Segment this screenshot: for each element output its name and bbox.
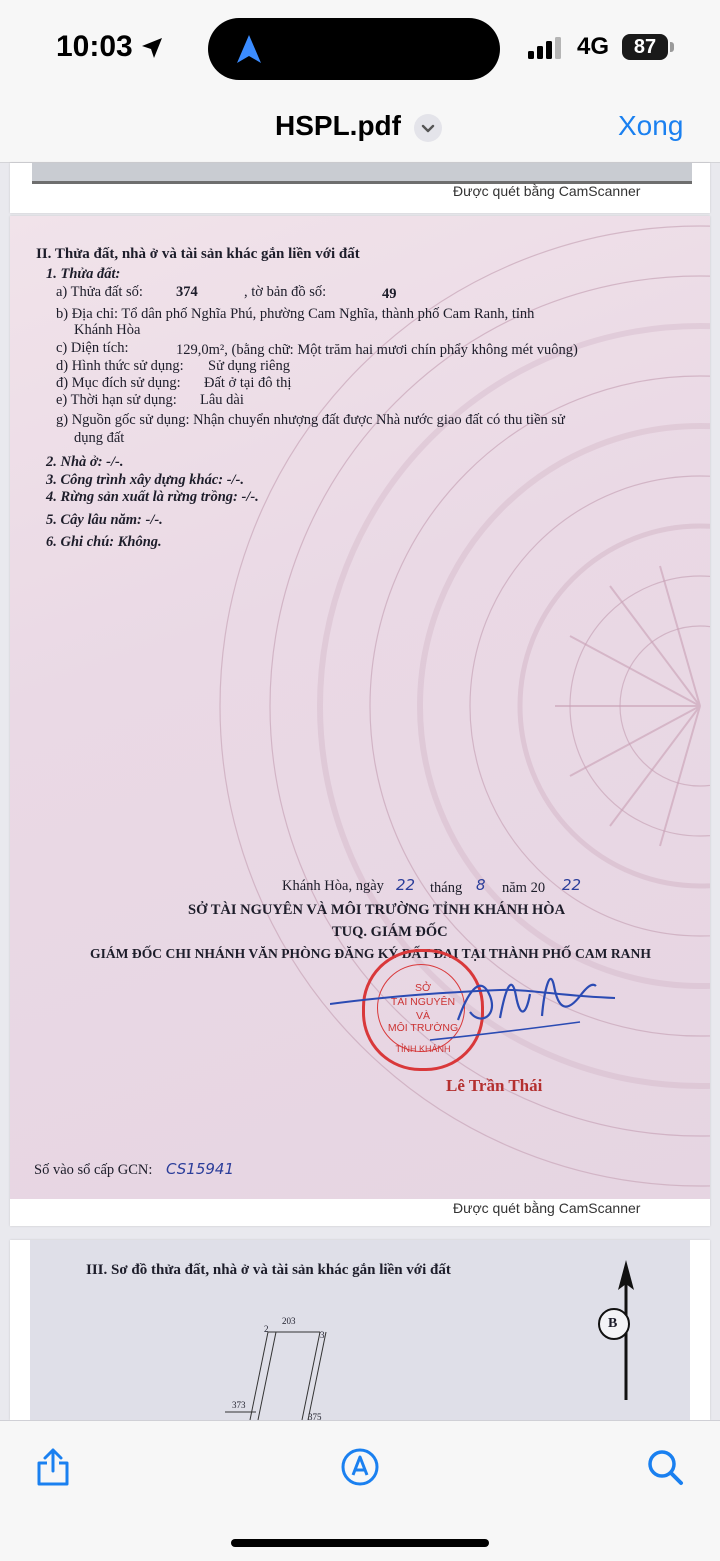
parcel-number-value: 374 — [176, 284, 198, 300]
map-label-2: 2 — [264, 1324, 269, 1334]
issuing-agency: SỞ TÀI NGUYÊN VÀ MÔI TRƯỜNG TỈNH KHÁNH HÒA — [188, 902, 566, 918]
bottom-toolbar — [0, 1420, 720, 1561]
map-section-title: III. Sơ đồ thửa đất, nhà ở và tài sản khác gắn liền với đất — [86, 1262, 451, 1278]
date-month-label: tháng — [430, 880, 463, 896]
scanned-certificate — [10, 216, 710, 1199]
markup-button[interactable] — [340, 1447, 380, 1492]
signature-scribble — [330, 956, 620, 1046]
chevron-down-icon — [414, 114, 442, 142]
usage-term-value: Lâu dài — [200, 392, 244, 408]
date-prefix: Khánh Hòa, ngày — [282, 878, 384, 894]
map-label-203: 203 — [282, 1316, 296, 1326]
network-type: 4G — [577, 33, 610, 60]
address-line-1: b) Địa chỉ: Tổ dân phố Nghĩa Phú, phường Cam Nghĩa, thành phố Cam Ranh, tỉnh — [56, 306, 535, 322]
pdf-page-2 — [10, 216, 710, 1226]
navigation-icon — [232, 32, 266, 66]
navigation-bar — [0, 100, 720, 163]
item-4-forest: 4. Rừng sản xuất là rừng trồng: -/-. — [46, 489, 259, 505]
item-2-house: 2. Nhà ở: -/-. — [46, 454, 124, 470]
usage-form-label: d) Hình thức sử dụng: — [56, 358, 184, 374]
status-time: 10:03 — [56, 30, 133, 63]
share-icon — [34, 1447, 72, 1487]
stamp-text-5: TỈNH KHÁNH — [395, 1044, 451, 1054]
document-title[interactable]: HSPL.pdf — [275, 110, 401, 141]
area-label: c) Diện tích: — [56, 340, 129, 356]
item-6-notes: 6. Ghi chú: Không. — [46, 534, 162, 550]
done-button[interactable]: Xong — [618, 110, 684, 141]
pdf-page-3 — [10, 1240, 710, 1420]
camscanner-watermark: Được quét bằng CamScanner — [453, 183, 641, 199]
north-arrow-label: B — [608, 1316, 618, 1331]
section-title: II. Thửa đất, nhà ở và tài sản khác gắn liền với đất — [36, 246, 360, 262]
scanned-map-page — [30, 1240, 690, 1420]
address-line-2: Khánh Hòa — [74, 322, 141, 338]
map-label-3: 3 — [320, 1330, 325, 1340]
authorization-line: TUQ. GIÁM ĐỐC — [332, 924, 448, 940]
date-day-handwritten: 22 — [396, 876, 416, 894]
usage-term-label: e) Thời hạn sử dụng: — [56, 392, 177, 408]
signer-name: Lê Trần Thái — [446, 1076, 543, 1095]
battery-cap — [670, 42, 674, 52]
stamp-text-3: VÀ — [415, 1010, 430, 1022]
date-year-handwritten: 22 — [562, 876, 582, 894]
item-1-title: 1. Thửa đất: — [46, 266, 121, 282]
battery-indicator: 87 — [622, 34, 668, 60]
map-label-373: 373 — [232, 1400, 246, 1410]
map-sheet-value: 49 — [382, 286, 397, 302]
camscanner-watermark: Được quét bằng CamScanner — [453, 1200, 641, 1216]
stamp-text-4: MÔI TRƯỜNG — [387, 1022, 459, 1034]
cellular-signal-icon — [528, 37, 568, 59]
usage-purpose-label: đ) Mục đích sử dụng: — [56, 375, 181, 391]
map-label-375: 375 — [308, 1412, 322, 1420]
map-sheet-label: , tờ bản đồ số: — [244, 284, 327, 300]
usage-form-value: Sử dụng riêng — [208, 358, 290, 374]
stamp-text-2: TÀI NGUYÊN — [390, 996, 456, 1008]
stamp-text-1: SỞ — [414, 982, 431, 994]
date-year-label: năm 20 — [502, 880, 546, 896]
item-5-perennial: 5. Cây lâu năm: -/-. — [46, 512, 163, 528]
search-icon — [645, 1447, 685, 1487]
home-indicator[interactable] — [231, 1539, 489, 1547]
item-3-other-works: 3. Công trình xây dựng khác: -/-. — [46, 472, 245, 488]
status-bar — [0, 0, 720, 100]
parcel-sketch — [30, 1240, 690, 1420]
usage-purpose-value: Đất ở tại đô thị — [204, 375, 292, 391]
pdf-page-1 — [10, 163, 710, 213]
share-button[interactable] — [34, 1447, 72, 1492]
scan-image-strip — [32, 163, 692, 184]
title-menu-button[interactable] — [414, 114, 442, 142]
gcn-register-label: Số vào sổ cấp GCN: — [34, 1162, 153, 1178]
usage-origin-line-1: g) Nguồn gốc sử dụng: Nhận chuyển nhượng đất được Nhà nước giao đất có thu tiền sử — [56, 412, 565, 428]
date-month-handwritten: 8 — [476, 876, 486, 894]
usage-origin-line-2: dụng đất — [74, 430, 125, 446]
markup-icon — [340, 1447, 380, 1487]
parcel-number-label: a) Thửa đất số: — [56, 284, 143, 300]
area-value: 129,0m², (bằng chữ: Một trăm hai mươi chín phẩy không mét vuông) — [176, 342, 578, 358]
director-title: GIÁM ĐỐC CHI NHÁNH VĂN PHÒNG ĐĂNG KÝ ĐẤT ĐAI TẠI THÀNH PHỐ CAM RANH — [90, 946, 651, 961]
search-button[interactable] — [645, 1447, 685, 1492]
location-arrow-icon — [140, 36, 164, 60]
dynamic-island — [208, 18, 500, 80]
gcn-register-value: CS15941 — [166, 1160, 234, 1178]
